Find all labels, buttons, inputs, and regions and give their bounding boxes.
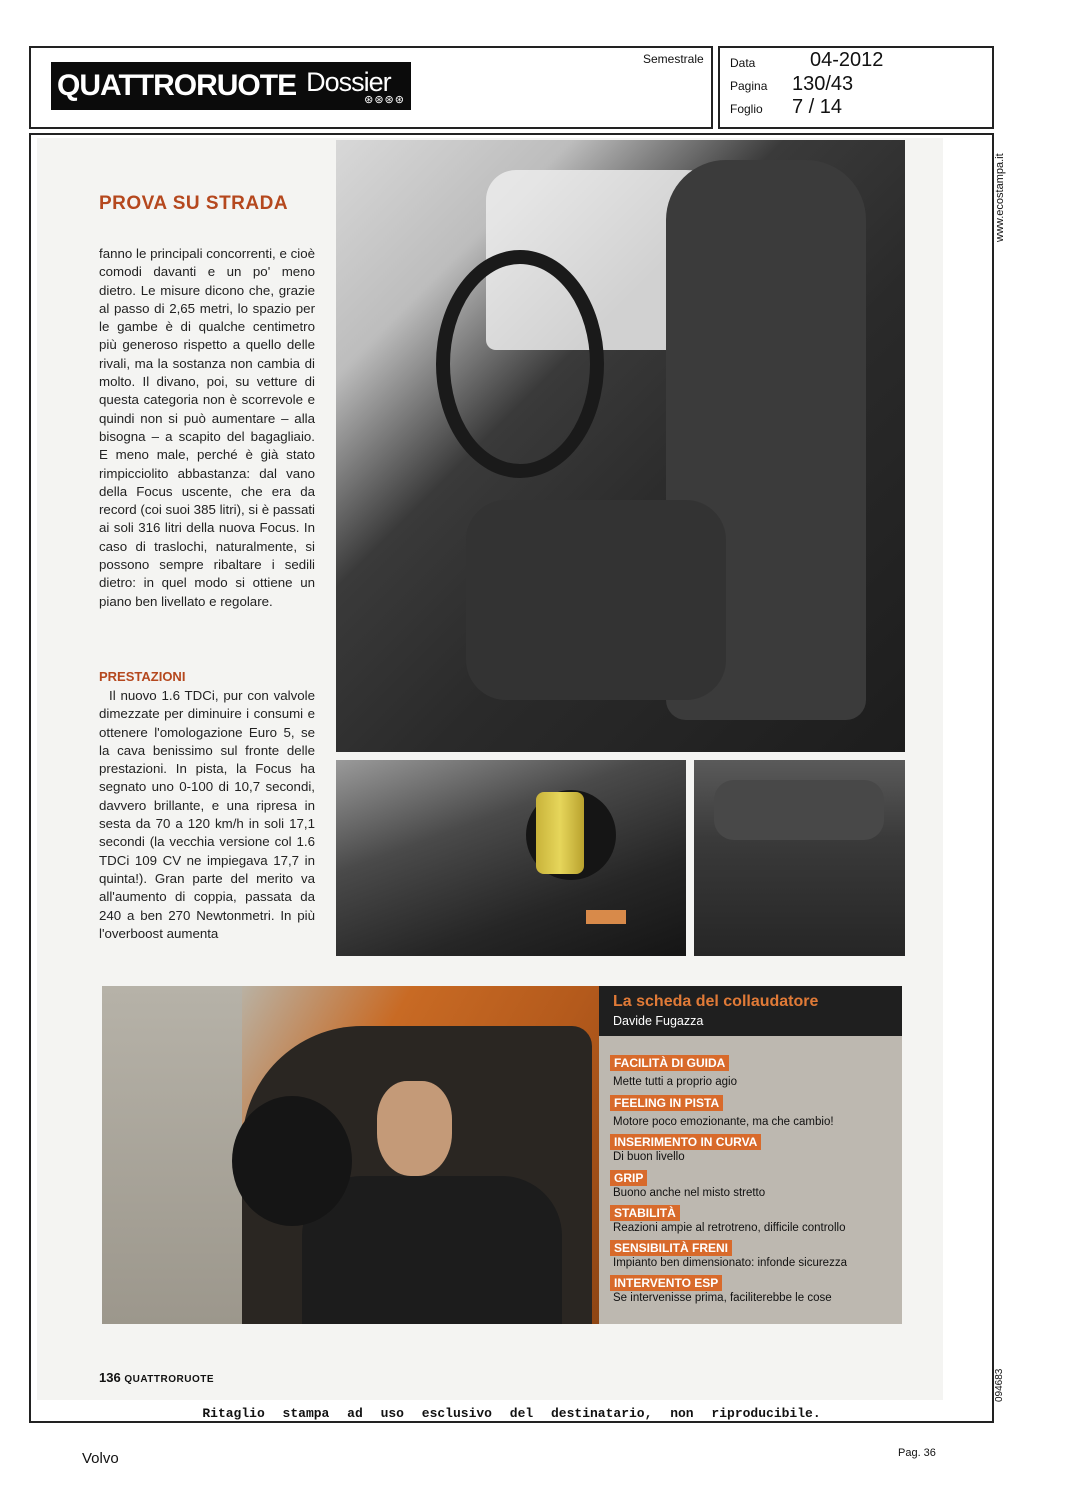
photo-cup-holder: [336, 760, 686, 956]
tester-card-title: La scheda del collaudatore: [613, 993, 819, 1010]
photo-seat-detail: [694, 760, 905, 956]
section-title: PROVA SU STRADA: [99, 193, 289, 214]
meta-value-date: 04-2012: [810, 49, 884, 71]
magazine-logo: [51, 62, 411, 110]
rating-label: GRIP: [610, 1170, 647, 1186]
rating-value: Impianto ben dimensionato: infonde sicurezza: [613, 1257, 847, 1269]
tester-name: Davide Fugazza: [613, 1014, 704, 1028]
magazine-page-number: [99, 1370, 214, 1385]
meta-value-page: 130/43: [792, 73, 854, 95]
rating-label: STABILITÀ: [610, 1205, 680, 1221]
rating-label: INSERIMENTO IN CURVA: [610, 1134, 761, 1150]
meta-value-sheet: 7 / 14: [792, 96, 843, 118]
rating-label: FACILITÀ DI GUIDA: [610, 1055, 729, 1071]
rating-value: Se intervenisse prima, faciliterebbe le cose: [613, 1292, 832, 1304]
photo-test-driver: [102, 986, 599, 1324]
meta-label-sheet: Foglio: [730, 102, 763, 116]
rating-value: Di buon livello: [613, 1151, 685, 1163]
meta-label-page: Pagina: [730, 79, 768, 93]
article-paragraph-1: fanno le principali concorrenti, e cioè comodi davanti e un po' meno dietro. Le misure dicono che, grazie al passo di 2,65 metri, lo spazio per le gambe è di qualche centimetro più generoso rispetto a quello delle rivali, ma la sostanza non cambia di molto. Il divano, poi, su vetture di questa categoria non è scorrevole e quindi non si può aumentare – alla bisogna – a scapito del bagagliaio. E meno male, perché è già stato rimpicciolito abbastanza: dal vano della Focus uscente, che era da record (coi suoi 385 litri), si è passati ai soli 316 litri della nuova Focus. In caso di traslochi, naturalmente, si possono sempre ribaltare i sedili dietro: in quel modo si ottiene un piano ben livellato e regolare.: [99, 246, 315, 609]
meta-label-date: Data: [730, 56, 756, 70]
page-number-value: 136: [99, 1370, 121, 1385]
website-label: www.ecostampa.it: [994, 153, 1006, 243]
client-name: Volvo: [82, 1450, 119, 1467]
rating-value: Motore poco emozionante, ma che cambio!: [613, 1116, 834, 1128]
periodicity: Semestrale: [643, 52, 704, 66]
article-subheading: PRESTAZIONI: [99, 669, 186, 684]
logo-sub-text: Dossier: [306, 67, 391, 97]
clipping-code: 094683: [994, 1368, 1005, 1402]
photo-car-interior: [336, 140, 905, 752]
rating-value: Buono anche nel misto stretto: [613, 1187, 766, 1199]
rating-label: SENSIBILITÀ FRENI: [610, 1240, 732, 1256]
clipping-disclaimer: Ritaglio stampa ad uso esclusivo del destinatario, non riproducibile.: [202, 1406, 821, 1421]
article-paragraph-2: Il nuovo 1.6 TDCi, pur con valvole dimezzate per diminuire i consumi e ottenere l'omologazione Euro 5, se la cava benissimo sul fronte delle prestazioni. In pista, la Focus ha segnato uno 0-100 di 10,7 secondi, davvero brillante, e una ripresa in sesta da 70 a 120 km/h in soli 17,1 secondi (la vecchia versione col 1.6 TDCi 109 CV ne impiegava 17,7 in quinta!). Gran parte del merito va all'aumento di coppia, passata da 240 a ben 270 Newtonmetri. In più l'overboost aumenta: [99, 688, 315, 941]
document-page-label: Pag. 36: [898, 1447, 936, 1459]
rating-label: INTERVENTO ESP: [610, 1275, 722, 1291]
logo-wheels-icon: ⊛⊛⊛⊛: [364, 94, 405, 106]
logo-main-text: QUATTRORUOTE: [57, 69, 297, 102]
rating-value: Reazioni ampie al retrotreno, difficile controllo: [613, 1222, 846, 1234]
rating-label: FEELING IN PISTA: [610, 1095, 723, 1111]
rating-value: Mette tutti a proprio agio: [613, 1076, 738, 1088]
page-number-brand: QUATTRORUOTE: [124, 1374, 215, 1385]
